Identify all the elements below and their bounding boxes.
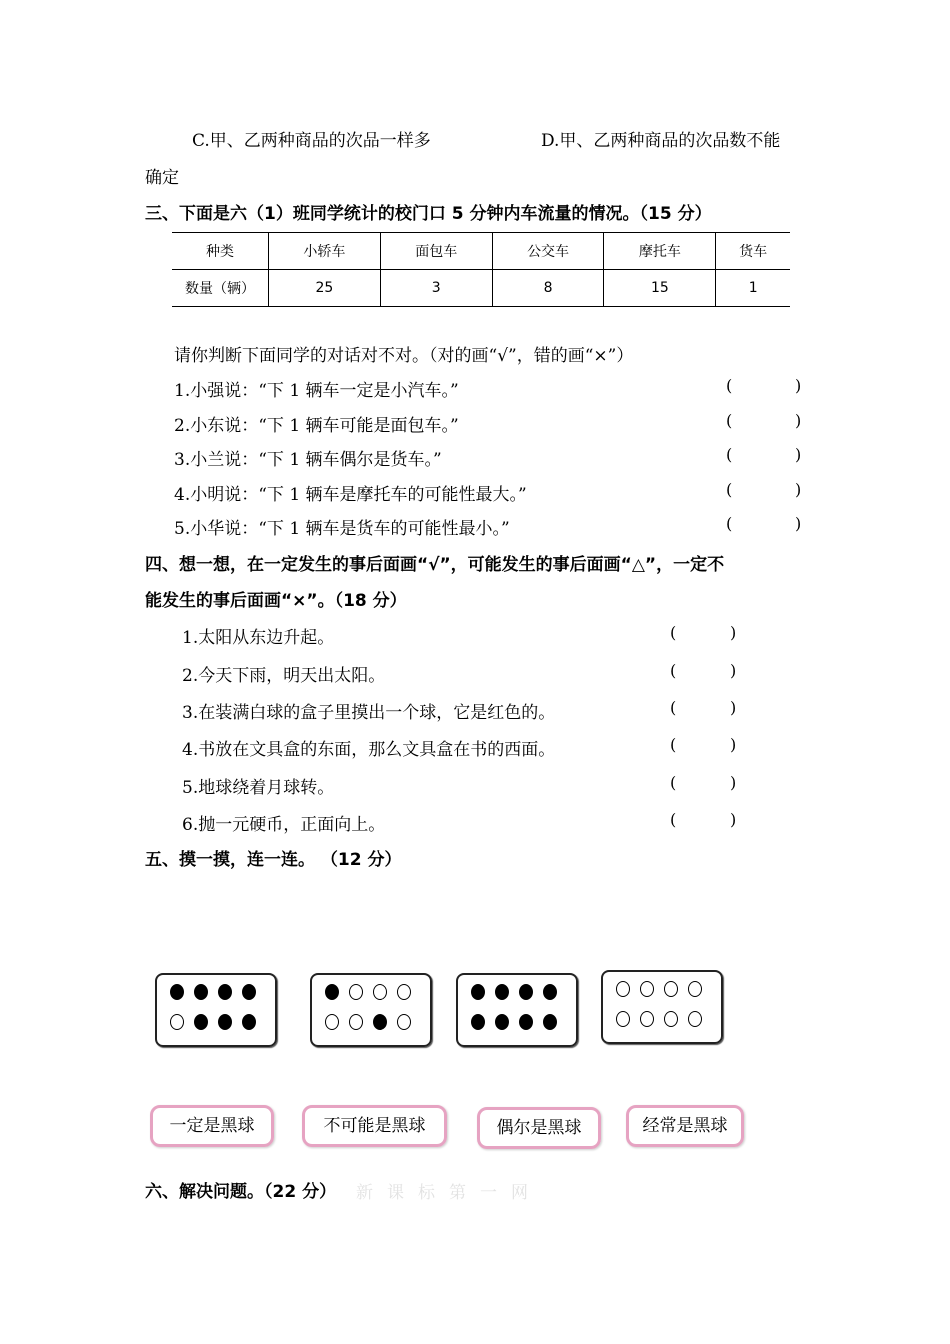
section-4-title-line2: 能发生的事后面画“×”。（18 分） [145, 591, 407, 611]
table-header-row [172, 233, 790, 270]
table-header-cell: 种类 [172, 233, 269, 270]
answer-blank-close: ) [795, 411, 802, 430]
black-ball [242, 1014, 256, 1030]
ball-box[interactable] [310, 973, 432, 1047]
option-d-continuation: 确定 [145, 168, 179, 188]
question-item: 4.书放在文具盒的东面，那么文具盒在书的西面。 [182, 740, 556, 760]
black-ball [543, 1014, 557, 1030]
white-ball [664, 1011, 678, 1027]
question-item: 1.太阳从东边升起。 [182, 628, 335, 648]
ball-box[interactable] [155, 973, 277, 1047]
answer-blank-open[interactable]: ( [670, 698, 677, 717]
answer-blank-open[interactable]: ( [726, 480, 733, 499]
black-ball [519, 984, 533, 1000]
black-ball [471, 1014, 485, 1030]
white-ball [325, 1014, 339, 1030]
answer-blank-close: ) [730, 735, 737, 754]
black-ball [218, 984, 232, 1000]
question-item: 5.小华说：“下 1 辆车是货车的可能性最小。” [174, 519, 510, 539]
table-header-cell: 面包车 [380, 233, 492, 270]
answer-blank-close: ) [730, 661, 737, 680]
black-ball [519, 1014, 533, 1030]
answer-blank-close: ) [795, 376, 802, 395]
answer-blank-close: ) [795, 514, 802, 533]
white-ball [170, 1014, 184, 1030]
answer-blank-open[interactable]: ( [670, 623, 677, 642]
table-cell: 25 [269, 270, 381, 307]
question-item: 3.小兰说：“下 1 辆车偶尔是货车。” [174, 450, 442, 470]
white-ball [616, 1011, 630, 1027]
black-ball [543, 984, 557, 1000]
ball-box[interactable] [456, 973, 578, 1047]
question-item: 2.小东说：“下 1 辆车可能是面包车。” [174, 416, 459, 436]
table-cell: 数量（辆） [172, 270, 269, 307]
black-ball [242, 984, 256, 1000]
table-header-cell: 摩托车 [604, 233, 716, 270]
table-header-cell: 公交车 [492, 233, 604, 270]
white-ball [397, 1014, 411, 1030]
table-cell: 1 [716, 270, 790, 307]
answer-blank-close: ) [730, 698, 737, 717]
table-header-cell: 小轿车 [269, 233, 381, 270]
section-4-title-line1: 四、想一想，在一定发生的事后面画“√”，可能发生的事后面画“△”，一定不 [145, 555, 725, 575]
black-ball [218, 1014, 232, 1030]
answer-blank-open[interactable]: ( [670, 773, 677, 792]
section-6-title: 六、解决问题。（22 分） [145, 1182, 337, 1202]
question-item: 1.小强说：“下 1 辆车一定是小汽车。” [174, 381, 459, 401]
table-cell: 8 [492, 270, 604, 307]
ball-box[interactable] [601, 970, 723, 1044]
black-ball [194, 1014, 208, 1030]
answer-blank-close: ) [795, 445, 802, 464]
black-ball [170, 984, 184, 1000]
white-ball [640, 1011, 654, 1027]
answer-blank-close: ) [730, 773, 737, 792]
table-header-cell: 货车 [716, 233, 790, 270]
black-ball [373, 1014, 387, 1030]
white-ball [688, 981, 702, 997]
black-ball [194, 984, 208, 1000]
answer-blank-open[interactable]: ( [726, 445, 733, 464]
question-item: 2.今天下雨，明天出太阳。 [182, 666, 386, 686]
question-item: 6.抛一元硬币，正面向上。 [182, 815, 386, 835]
black-ball [495, 1014, 509, 1030]
answer-blank-open[interactable]: ( [726, 376, 733, 395]
watermark: 新课标第一网 [356, 1183, 542, 1203]
black-ball [495, 984, 509, 1000]
label-occasional-black[interactable]: 偶尔是黑球 [477, 1107, 601, 1149]
white-ball [688, 1011, 702, 1027]
black-ball [471, 984, 485, 1000]
answer-blank-close: ) [795, 480, 802, 499]
white-ball [349, 1014, 363, 1030]
label-certain-black[interactable]: 一定是黑球 [150, 1105, 274, 1147]
answer-blank-open[interactable]: ( [726, 411, 733, 430]
white-ball [397, 984, 411, 1000]
label-often-black[interactable]: 经常是黑球 [626, 1105, 744, 1147]
traffic-table [172, 232, 790, 307]
option-c: C.甲、乙两种商品的次品一样多 [192, 131, 431, 151]
question-item: 3.在装满白球的盒子里摸出一个球，它是红色的。 [182, 703, 556, 723]
answer-blank-close: ) [730, 623, 737, 642]
white-ball [349, 984, 363, 1000]
table-cell: 3 [380, 270, 492, 307]
section-5-title: 五、摸一摸，连一连。 （12 分） [145, 850, 402, 870]
white-ball [373, 984, 387, 1000]
answer-blank-open[interactable]: ( [670, 661, 677, 680]
answer-blank-open[interactable]: ( [670, 735, 677, 754]
label-impossible-black[interactable]: 不可能是黑球 [302, 1105, 447, 1147]
black-ball [325, 984, 339, 1000]
table-cell: 15 [604, 270, 716, 307]
answer-blank-open[interactable]: ( [726, 514, 733, 533]
answer-blank-open[interactable]: ( [670, 810, 677, 829]
option-d: D.甲、乙两种商品的次品数不能 [541, 131, 781, 151]
section-3-title: 三、下面是六（1）班同学统计的校门口 5 分钟内车流量的情况。（15 分） [145, 204, 712, 224]
white-ball [616, 981, 630, 997]
question-item: 5.地球绕着月球转。 [182, 778, 335, 798]
white-ball [640, 981, 654, 997]
section-3-instruction: 请你判断下面同学的对话对不对。（对的画“√”，错的画“×”） [174, 346, 634, 366]
table-row [172, 270, 790, 307]
question-item: 4.小明说：“下 1 辆车是摩托车的可能性最大。” [174, 485, 527, 505]
answer-blank-close: ) [730, 810, 737, 829]
white-ball [664, 981, 678, 997]
